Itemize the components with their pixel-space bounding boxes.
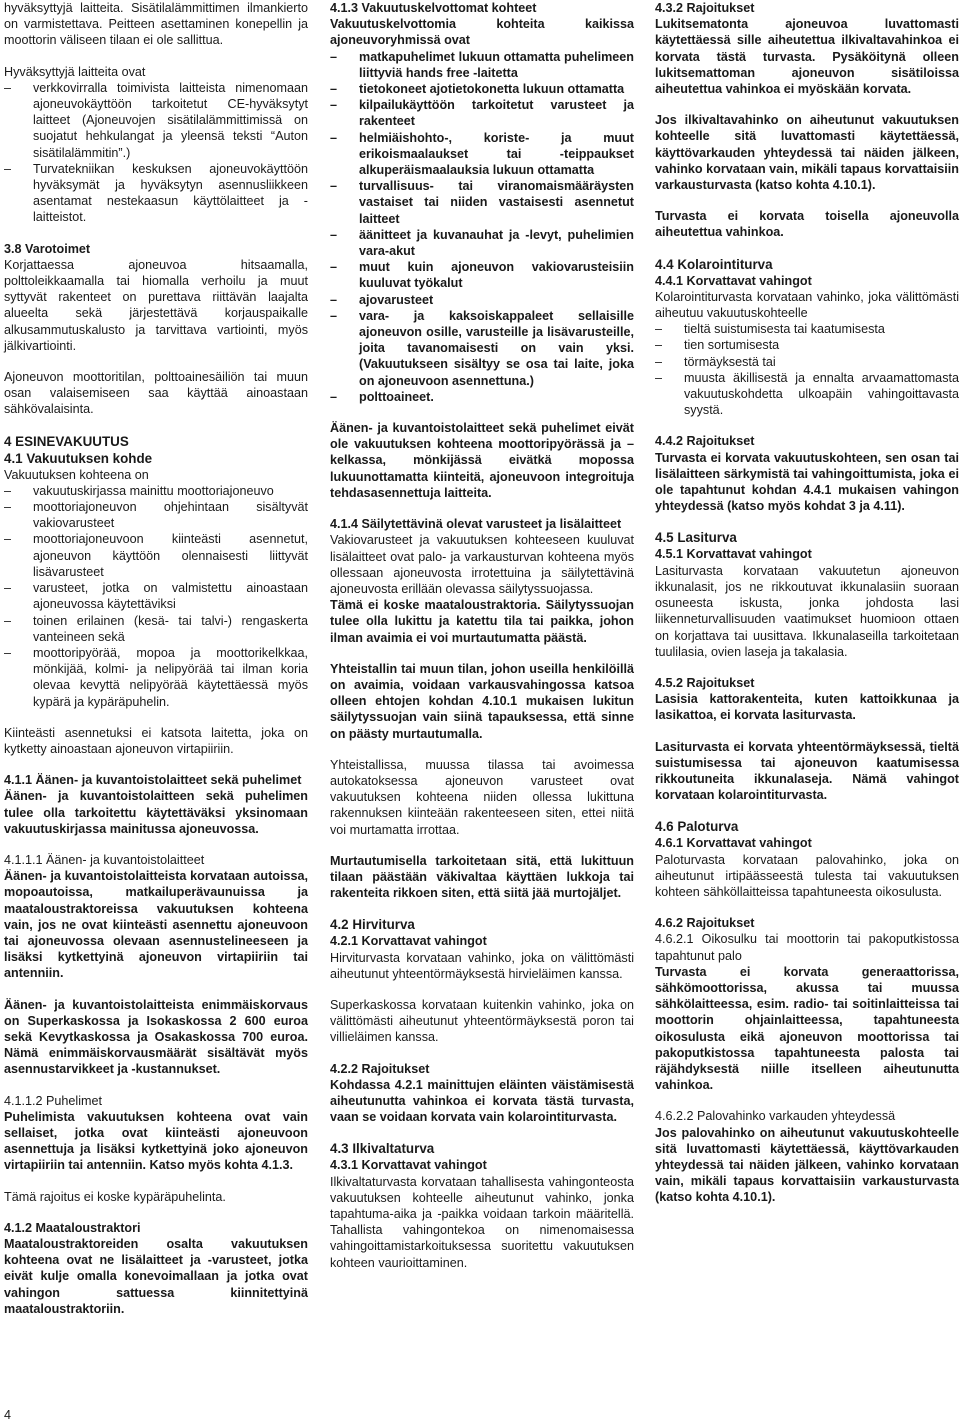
column-middle [330, 0, 634, 1271]
paragraph: Äänen- ja kuvantoistolaitteet sekä puhelimet eivät ole vakuutuksen kohteena moottoripyörässä ja –kelkassa, mönkijässä eivätkä mopossa lukuunottamatta kiinteitä, ajoneuvoon integroituja tehdasasennettuja laitteita. [330, 421, 634, 500]
list-item: – kilpailukäyttöön tarkoitetut varusteet ja rakenteet [330, 97, 634, 129]
column-left [4, 0, 308, 1317]
paragraph: Äänen- ja kuvantoistolaitteista enimmäiskorvaus on Superkaskossa ja Isokaskossa 2 600 euroa sekä Kevytkaskossa ja Osakaskossa 700 euroa. Nämä enimmäiskorvausmäärät sisältävät myös asennustarvikkeet ja -kustannukset. [4, 997, 308, 1077]
paragraph: Jos ilkivaltavahinko on aiheutunut vakuutuksen kohteelle sitä luvattomasti käytettäessä, käyttövarkauden yhteydessä tai näiden jälkeen, vahinko korvataan vain, mikäli tapaus korvattaisiin varkausturvasta (katso kohta 4.10.1). [655, 113, 959, 193]
paragraph: Kolarointiturvasta korvataan vahinko, joka välittömästi aiheutuu vakuutuskohteelle [655, 289, 959, 321]
paragraph: 4.1.1.2 Puhelimet [4, 1093, 103, 1108]
section-heading: 4.2.1 Korvattavat vahingot [330, 934, 487, 949]
paragraph: hyväksyttyjä laitteita. Sisätilalämmittimen ilmankierto on varmistettava. Peitteen asettaminen konepellin ja moottorin väliseen tilaan ei ole sallittua. [4, 1, 308, 48]
section-heading: 4.4.2 Rajoitukset [655, 434, 755, 449]
list-item: – tietokoneet ajotietokonetta lukuun ottamatta [330, 81, 634, 97]
paragraph: Paloturvasta korvataan palovahinko, joka on aiheutunut irtipäässeestä tulesta tai vakuutuksen kohteen sähköllaitteissa tapahtuneesta oikosulusta. [655, 852, 959, 899]
paragraph: Ilkivaltaturvasta korvataan tahallisesta vahingonteosta vakuutuksen kohteelle aiheutunut vahinko, jonka tapahtuma-aika ja -paikka voidaan tarkoin määritellä. Tahallista vahingontekoa on nimenomaisessa vahingoittamistarkoituksessa suoritettu vakuutuksen kohteen vaurioittaminen. [330, 1174, 634, 1270]
paragraph: Äänen- ja kuvantoistolaitteista korvataan autoissa, mopoautoissa, matkailuperävaunuissa ja maataloustraktoreissa vakuutuksen kohteena vain, jos ne ovat kiinteästi asennettu ajoneuvoon tai ajoneuvossa olevaan asennustelineeseen ja lisäksi kytkettyinä ajoneuvon virtapiiriin tai antenniin. [4, 869, 308, 981]
chapter-heading: 4.4 Kolarointiturva [655, 256, 773, 272]
paragraph: Korjattaessa ajoneuvoa hitsaamalla, polttoleikkaamalla tai hiomalla verhoilu ja muut syttyvät rakenteet on purettava riittävän laajalta alueelta sekä järjestettävä korjauspaikalle alkusammutuskalusto ja tarvittava vartiointi, myös jälkivartiointi. [4, 257, 308, 353]
list-item: – turvallisuus- tai viranomaismääräysten vastaiset tai niiden vastaisesti asennetut laitteet [330, 178, 634, 227]
chapter-heading: 4.6 Paloturva [655, 819, 739, 835]
paragraph: Äänen- ja kuvantoistolaitteen sekä puhelimen tulee olla tarkoitettu käytettäväksi yksinomaan vakuutuskirjassa mainitussa ajoneuvossa. [4, 789, 308, 836]
list-item: – polttoaineet. [330, 389, 634, 405]
list-item: – tieltä suistumisesta tai kaatumisesta [655, 321, 959, 337]
list-item: – muut kuin ajoneuvon vakiovarusteisiin kuuluvat työkalut [330, 259, 634, 291]
chapter-heading: 4.3 Ilkivaltaturva [330, 1141, 435, 1157]
list-item: – muusta äkillisestä ja ennalta arvaamattomasta vakuutuskohdetta ulkoapäin vahingoittavasta syystä. [655, 370, 959, 419]
chapter-heading: 4.5 Lasiturva [655, 530, 737, 546]
section-heading: 4.3.2 Rajoitukset [655, 1, 755, 15]
section-heading: 4.5.2 Rajoitukset [655, 675, 755, 690]
paragraph: Puhelimista vakuutuksen kohteena ovat vain sellaiset, jotka ovat kiinteästi ajoneuvoon asennettuja ja lisäksi kytkettyinä joko ajoneuvon virtapiiriin tai antenniin. Katso myös kohta 4.1.3. [4, 1109, 308, 1173]
list-item: – Turvatekniikan keskuksen ajoneuvokäyttöön hyväksymät ja hyväksytyn asennusliikkeen asentamat nestekaasun käyttölaitteet ja -laitteistot. [4, 161, 308, 226]
section-heading: 3.8 Varotoimet [4, 241, 91, 256]
list-item: – törmäyksestä tai [655, 354, 959, 370]
section-heading: 4.6.1 Korvattavat vahingot [655, 836, 812, 851]
paragraph: Tämä rajoitus ei koske kypäräpuhelinta. [4, 1189, 226, 1204]
section-heading: 4.5.1 Korvattavat vahingot [655, 547, 812, 562]
paragraph: 4.6.2.2 Palovahinko varkauden yhteydessä [655, 1109, 896, 1124]
paragraph: Lasiturvasta ei korvata yhteentörmäyksessä, tieltä suistumisessa tai ajoneuvon kaatumisessa rikkoutuneita ikkunalaseja. Nämä vahingot korvataan kolarointiturvasta. [655, 739, 959, 803]
paragraph: Kohdassa 4.2.1 mainittujen eläinten väistämisestä aiheutunutta vahinkoa ei korvata tästä turvasta, vaan se voidaan korvata vain kolarointiturvasta. [330, 1077, 634, 1125]
list-item: – matkapuhelimet lukuun ottamatta puhelimeen liittyviä hands free -laitetta [330, 49, 634, 81]
list-item: – vakuutuskirjassa mainittu moottoriajoneuvo [4, 483, 308, 499]
paragraph: Lasisia kattorakenteita, kuten kattoikkunaa ja lasikattoa, ei korvata lasiturvasta. [655, 692, 959, 723]
section-heading: 4.3.1 Korvattavat vahingot [330, 1158, 487, 1173]
chapter-heading: 4.2 Hirviturva [330, 917, 415, 933]
section-heading: 4.4.1 Korvattavat vahingot [655, 273, 812, 288]
paragraph: Turvasta ei korvata generaattorissa, sähkömoottorissa, akussa tai muussa sähkölaitteessa, esim. radio- tai soitinlaitteissa tai moottorin ohjainlaitteessa, tapahtuneesta oikosulusta eikä ajoneuvon moottorissa tai pakoputkistossa tapahtuneesta palosta tai räjähdyksestä niille itselleen aiheutunutta vahinkoa. [655, 964, 959, 1093]
list-item: – helmiäishohto-, koriste- ja muut erikoismaalaukset tai -teippaukset alkuperäismaalauksia lukuun ottamatta [330, 130, 634, 179]
column-right [655, 0, 959, 1206]
paragraph: Superkaskossa korvataan kuitenkin vahinko, joka on välittömästi aiheutunut yhteentörmäyksestä poron tai villieläimen kanssa. [330, 997, 634, 1045]
paragraph: Yhteistallin tai muun tilan, johon useilla henkilöillä on avaimia, voidaan varkausvahingossa katsoa olleen ehtojen kohdan 4.10.1 mukaisen lukitun säilytyssuojan vain siinä tapauksessa, että sinne on päästy murtautumalla. [330, 661, 634, 741]
list-item: – vara- ja kaksoiskappaleet sellaisille ajoneuvon osille, varusteille ja lisävarusteille, joita tavanomaisesti on vain yksi. (Vakuutukseen sisältyy se osa tai laite, joka on ajoneuvoon asennettuna.) [330, 308, 634, 389]
list-item: – varusteet, jotka on valmistettu ainoastaan ajoneuvossa käytettäviksi [4, 580, 308, 612]
paragraph: Turvasta ei korvata toisella ajoneuvolla aiheutettua vahinkoa. [655, 209, 959, 240]
paragraph: Hyväksyttyjä laitteita ovat [4, 64, 146, 79]
paragraph: Vakuutuksen kohteena on [4, 467, 149, 482]
paragraph: Jos palovahinko on aiheutunut vakuutuskohteelle sitä luvattomasti käytettäessä, käyttövarkauden yhteydessä tai näiden jälkeen, vahinko korvataan vain, mikäli tapaus korvattaisiin varkausturvasta (katso kohta 4.10.1). [655, 1125, 959, 1205]
paragraph: Turvasta ei korvata vakuutuskohteen, sen osan tai lisälaitteen särkymistä tai vahingoittumista, joka ei ole tapahtunut kohdan 4.4.1 mukaisen vahingon yhteydessä (katso myös kohdat 3 ja 4.11). [655, 450, 959, 514]
paragraph: Kiinteästi asennetuksi ei katsota laitetta, joka on kytketty ainoastaan ajoneuvon virtapiiriin. [4, 725, 308, 756]
list-item: – ajovarusteet [330, 292, 634, 308]
list-item: – tien sortumisesta [655, 337, 959, 353]
paragraph: Tämä ei koske maataloustraktoria. Säilytyssuojan tulee olla lukittu ja katettu tila tai paikka, johon ilman avaimia ei voi murtautumatta päästä. [330, 598, 634, 645]
chapter-heading: 4.1 Vakuutuksen kohde [4, 450, 153, 466]
section-heading: 4.2.2 Rajoitukset [330, 1061, 430, 1076]
section-heading: 4.1.3 Vakuutuskelvottomat kohteet [330, 1, 537, 15]
section-heading: 4.1.2 Maataloustraktori [4, 1220, 141, 1235]
paragraph: Hirviturvasta korvataan vahinko, joka on välittömästi aiheutunut yhteentörmäyksestä hirvieläimen kanssa. [330, 950, 634, 981]
chapter-heading: 4 ESINEVAKUUTUS [4, 433, 129, 449]
paragraph: Vakuutuskelvottomia kohteita kaikissa ajoneuvoryhmissä ovat [330, 17, 634, 48]
list-item: – äänitteet ja kuvanauhat ja -levyt, puhelimien vara-akut [330, 227, 634, 259]
section-heading: 4.6.2 Rajoitukset [655, 916, 755, 931]
list-item: – verkkovirralla toimivista laitteista nimenomaan ajoneuvokäyttöön tarkoitetut CE-hyväksytyt laitteet (Ajoneuvojen sisätilalämmittimissä on suojatut hehkulangat ja yleensä teksti “Auton sisätilalämmitin”.) [4, 80, 308, 161]
list-item: – moottoriajoneuvoon kiinteästi asennetut, ajoneuvon käyttöön olennaisesti liittyvät lisävarusteet [4, 531, 308, 580]
page-number: 4 [4, 1408, 12, 1422]
paragraph: 4.6.2.1 Oikosulku tai moottorin tai pakoputkistossa tapahtunut palo [655, 932, 959, 963]
paragraph: Maataloustraktoreiden osalta vakuutuksen kohteena ovat ne lisälaitteet ja -varusteet, jotka eivät kulje omalla konevoimallaan ja jotka ovat vahingon sattuessa kiinnitettyinä maataloustraktoriin. [4, 1237, 308, 1316]
paragraph: Murtautumisella tarkoitetaan sitä, että lukittuun tilaan päästään väkivaltaa käyttäen lukkoja tai rakenteita rikkoen siten, että siitä jää murtojäljet. [330, 853, 634, 901]
paragraph: 4.1.1.1 Äänen- ja kuvantoistolaitteet [4, 852, 205, 867]
section-heading: 4.1.4 Säilytettävinä olevat varusteet ja lisälaitteet [330, 517, 622, 532]
paragraph: Lukitsematonta ajoneuvoa luvattomasti käytettäessä sille aiheutettua ilkivaltavahinkoa ei korvata tästä turvasta. Pysäköitynä olleen lukitsemattoman ajoneuvon sisätiloissa aiheutettua vahinkoa ei myöskään korvata. [655, 17, 959, 97]
paragraph: Lasiturvasta korvataan vakuutetun ajoneuvon ikkunalasit, jos ne rikkoutuvat ikkunalasiin suoraan osuneesta iskusta, jonka johdosta lasi liikenneturvallisuuden vaatimukset huomioon ottaen on korjattava tai uusittava. Ikkunalaseilla tarkoitetaan tuulilasia, ovien laseja ja takalasia. [655, 563, 959, 659]
section-heading: 4.1.1 Äänen- ja kuvantoistolaitteet sekä puhelimet [4, 773, 302, 788]
paragraph: Vakiovarusteet ja vakuutuksen kohteeseen kuuluvat lisälaitteet ovat palo- ja varkausturvan kohteena myös ollessaan ajoneuvosta irrotettuina ja säilytettävinä ajoneuvosta erillään olevassa säilytyssuojassa. [330, 533, 634, 596]
list-item: – moottoriajoneuvon ohjehintaan sisältyvät vakiovarusteet [4, 499, 308, 531]
list-item: – toinen erilainen (kesä- tai talvi-) rengaskerta vanteineen sekä [4, 613, 308, 645]
list-item: – moottoripyörää, mopoa ja moottorikelkkaa, mönkijää, kolmi- ja nelipyörää tai ilman koria olevaa kevyttä nelipyörää käytettäessä myös kypärä ja kypäräpuhelin. [4, 645, 308, 710]
paragraph: Ajoneuvon moottoritilan, polttoainesäiliön tai muun osan valaisemiseen saa käyttää ainoastaan sähkövalaisinta. [4, 370, 308, 417]
paragraph: Yhteistallissa, muussa tilassa tai avoimessa autokatoksessa ajoneuvon varusteet ovat vakuutuksen kohteena niiden ollessa lukittuna rakennuksen kiinteään rakenteeseen siten, ettei niitä voi murtamatta irrottaa. [330, 757, 634, 837]
